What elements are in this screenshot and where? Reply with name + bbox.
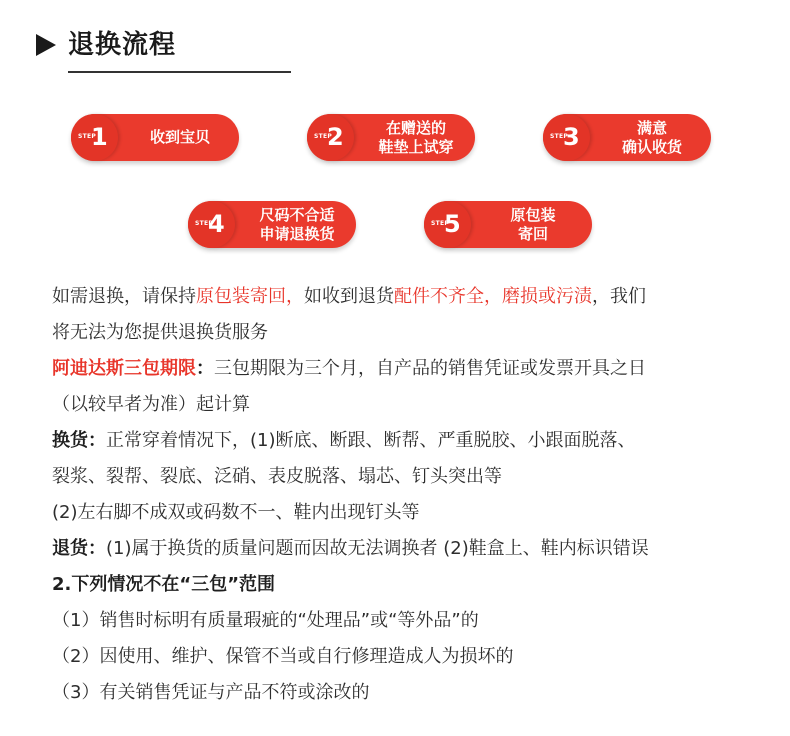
highlight-text: 原包装寄回， (196, 286, 304, 307)
warranty-line: （以较早者为准）起计算 (52, 394, 250, 415)
step-label: 满意 确认收货 (621, 118, 682, 156)
step-3-pill (543, 114, 711, 161)
step-5-badge (424, 201, 471, 248)
page-title: 退换流程 (68, 30, 177, 60)
text-segment: 正常穿着情况下，(1)断底、断跟、断帮、严重脱胶、小跟面脱落、 (106, 430, 636, 451)
step-word: STEP (314, 133, 333, 140)
step-word: STEP (550, 133, 569, 140)
step-label: 在赠送的 鞋垫上试穿 (378, 118, 454, 156)
step-label: 收到宝贝 (149, 128, 210, 146)
title-underline (68, 71, 291, 73)
exchange-line: 裂浆、裂帮、裂底、泛硝、表皮脱落、塌芯、钉头突出等 (52, 466, 502, 487)
exclusions-heading: 2.下列情况不在“三包”范围 (52, 574, 276, 595)
step-1-badge (71, 114, 118, 161)
step-number: 3 (563, 123, 580, 151)
return-policy-text (52, 279, 752, 711)
step-2-badge (307, 114, 354, 161)
refund-line (52, 531, 752, 567)
step-1-pill (71, 114, 239, 161)
exchange-line: (2)左右脚不成双或码数不一、鞋内出现钉头等 (52, 502, 420, 523)
step-4-badge (188, 201, 235, 248)
policy-line (52, 279, 752, 315)
text-segment: 三包期限为三个月，自产品的销售凭证或发票开具之日 (214, 358, 646, 379)
exclusion-item: （1）销售时标明有质量瑕疵的“处理品”或“等外品”的 (52, 610, 479, 631)
exchange-label: 换货： (52, 430, 106, 451)
text-segment: 如收到退货 (304, 286, 394, 307)
policy-line: 将无法为您提供退换货服务 (52, 322, 268, 343)
text-segment: ： (196, 358, 214, 379)
step-number: 2 (327, 123, 344, 151)
step-3-badge (543, 114, 590, 161)
text-segment: ，我们 (592, 286, 646, 307)
text-segment: 如需退换，请保持 (52, 286, 196, 307)
step-label: 尺码不合适 申请退换货 (259, 205, 335, 243)
header-arrow-icon (36, 34, 56, 56)
step-4-pill (188, 201, 356, 248)
step-number: 1 (91, 123, 108, 151)
step-word: STEP (78, 133, 97, 140)
step-word: STEP (195, 220, 214, 227)
exclusion-item: （3）有关销售凭证与产品不符或涂改的 (52, 682, 370, 703)
exclusion-item: （2）因使用、维护、保管不当或自行修理造成人为损坏的 (52, 646, 514, 667)
warranty-label: 阿迪达斯三包期限 (52, 358, 196, 379)
step-word: STEP (431, 220, 450, 227)
step-5-pill (424, 201, 592, 248)
text-segment: (1)属于换货的质量问题而因故无法调换者 (2)鞋盒上、鞋内标识错误 (106, 538, 649, 559)
exchange-line (52, 423, 752, 459)
highlight-text: 配件不齐全，磨损或污渍 (394, 286, 592, 307)
step-number: 4 (208, 210, 225, 238)
step-2-pill (307, 114, 475, 161)
step-label: 原包装 寄回 (510, 205, 556, 243)
step-number: 5 (444, 210, 461, 238)
warranty-line (52, 351, 752, 387)
refund-label: 退货： (52, 538, 106, 559)
